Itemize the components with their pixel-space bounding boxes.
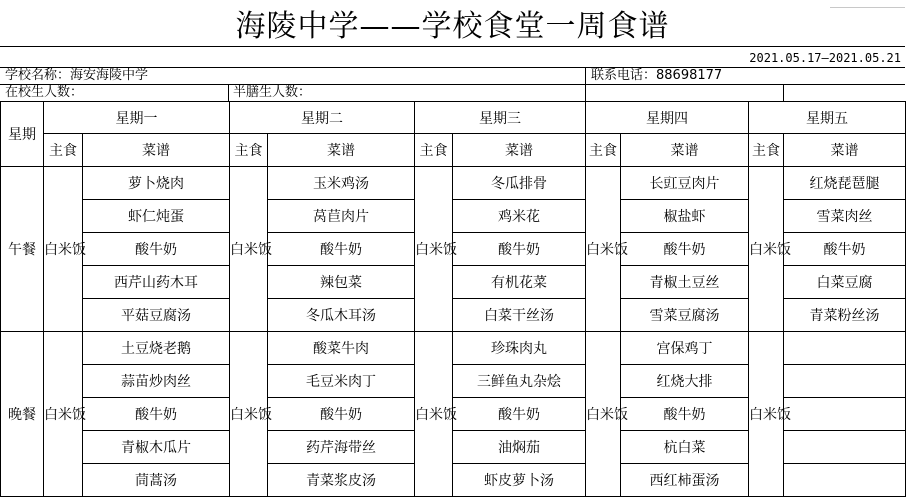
staple-cell-friday[interactable]: 白米饭 <box>749 332 784 497</box>
day-header-monday[interactable]: 星期一 <box>44 102 230 134</box>
dish-cell-friday[interactable] <box>784 398 906 431</box>
dish-cell-friday[interactable]: 白菜豆腐 <box>784 266 906 299</box>
day-header-tuesday[interactable]: 星期二 <box>230 102 415 134</box>
dishes-header[interactable]: 菜谱 <box>83 134 230 167</box>
dish-cell-monday[interactable]: 茼蒿汤 <box>83 464 230 497</box>
grid-line <box>0 46 905 47</box>
dish-cell-thursday[interactable]: 雪菜豆腐汤 <box>621 299 749 332</box>
dish-cell-thursday[interactable]: 杭白菜 <box>621 431 749 464</box>
dish-cell-wednesday[interactable]: 酸牛奶 <box>453 233 586 266</box>
page-title[interactable]: 海陵中学——学校食堂一周食谱 <box>235 9 670 44</box>
staple-cell-wednesday[interactable]: 白米饭 <box>415 332 453 497</box>
dish-cell-monday[interactable]: 酸牛奶 <box>83 398 230 431</box>
week-header-cell[interactable]: 星期 <box>1 102 44 167</box>
staple-cell-wednesday[interactable]: 白米饭 <box>415 167 453 332</box>
dishes-header[interactable]: 菜谱 <box>784 134 906 167</box>
staple-cell-thursday[interactable]: 白米饭 <box>586 167 621 332</box>
meal-label-cell[interactable]: 午餐 <box>1 167 44 332</box>
dish-cell-thursday[interactable]: 西红柿蛋汤 <box>621 464 749 497</box>
grid-line <box>228 84 229 101</box>
table-row <box>1 332 906 365</box>
dish-cell-thursday[interactable]: 青椒土豆丝 <box>621 266 749 299</box>
dish-cell-tuesday[interactable]: 酸牛奶 <box>268 233 415 266</box>
staple-cell-tuesday[interactable]: 白米饭 <box>230 167 268 332</box>
weekly-menu-table <box>0 101 906 497</box>
staple-cell-thursday[interactable]: 白米饭 <box>586 332 621 497</box>
school-name[interactable]: 学校名称：海安海陵中学 <box>5 68 149 83</box>
half-meal-count-label[interactable]: 半膳生人数： <box>233 85 312 100</box>
dishes-header[interactable]: 菜谱 <box>621 134 749 167</box>
dish-cell-tuesday[interactable]: 酸牛奶 <box>268 398 415 431</box>
dishes-header[interactable]: 菜谱 <box>268 134 415 167</box>
dish-cell-friday[interactable]: 红烧琵琶腿 <box>784 167 906 200</box>
day-header-friday[interactable]: 星期五 <box>749 102 906 134</box>
table-row <box>1 167 906 200</box>
dish-cell-tuesday[interactable]: 玉米鸡汤 <box>268 167 415 200</box>
dish-cell-thursday[interactable]: 椒盐虾 <box>621 200 749 233</box>
dish-cell-monday[interactable]: 土豆烧老鹅 <box>83 332 230 365</box>
staple-cell-monday[interactable]: 白米饭 <box>44 332 83 497</box>
dish-cell-monday[interactable]: 萝卜烧肉 <box>83 167 230 200</box>
grid-line <box>0 84 905 85</box>
dish-cell-monday[interactable]: 青椒木瓜片 <box>83 431 230 464</box>
dish-cell-tuesday[interactable]: 辣包菜 <box>268 266 415 299</box>
dish-cell-monday[interactable]: 西芹山药木耳 <box>83 266 230 299</box>
staple-cell-friday[interactable]: 白米饭 <box>749 167 784 332</box>
dish-cell-thursday[interactable]: 长豇豆肉片 <box>621 167 749 200</box>
staple-header[interactable]: 主食 <box>44 134 83 167</box>
staple-header[interactable]: 主食 <box>415 134 453 167</box>
dish-cell-friday[interactable] <box>784 431 906 464</box>
staple-header[interactable]: 主食 <box>230 134 268 167</box>
dish-cell-tuesday[interactable]: 药芹海带丝 <box>268 431 415 464</box>
dish-cell-friday[interactable] <box>784 332 906 365</box>
dish-cell-wednesday[interactable]: 珍珠肉丸 <box>453 332 586 365</box>
staple-cell-tuesday[interactable]: 白米饭 <box>230 332 268 497</box>
dish-cell-monday[interactable]: 蒜苗炒肉丝 <box>83 365 230 398</box>
dish-cell-friday[interactable]: 雪菜肉丝 <box>784 200 906 233</box>
dish-cell-tuesday[interactable]: 莴苣肉片 <box>268 200 415 233</box>
dish-cell-thursday[interactable]: 红烧大排 <box>621 365 749 398</box>
dishes-header[interactable]: 菜谱 <box>453 134 586 167</box>
grid-line <box>830 7 905 8</box>
dish-cell-wednesday[interactable]: 油焖茄 <box>453 431 586 464</box>
dish-cell-wednesday[interactable]: 虾皮萝卜汤 <box>453 464 586 497</box>
dish-cell-tuesday[interactable]: 冬瓜木耳汤 <box>268 299 415 332</box>
dish-cell-monday[interactable]: 平菇豆腐汤 <box>83 299 230 332</box>
day-header-thursday[interactable]: 星期四 <box>586 102 749 134</box>
staple-cell-monday[interactable]: 白米饭 <box>44 167 83 332</box>
dish-cell-wednesday[interactable]: 冬瓜排骨 <box>453 167 586 200</box>
meal-label-cell[interactable]: 晚餐 <box>1 332 44 497</box>
student-count-label[interactable]: 在校生人数： <box>5 85 84 100</box>
dish-cell-wednesday[interactable]: 鸡米花 <box>453 200 586 233</box>
dish-cell-friday[interactable]: 酸牛奶 <box>784 233 906 266</box>
day-header-wednesday[interactable]: 星期三 <box>415 102 586 134</box>
phone-number[interactable]: 联系电话：88698177 <box>591 68 723 83</box>
dish-cell-wednesday[interactable]: 白菜干丝汤 <box>453 299 586 332</box>
staple-header[interactable]: 主食 <box>749 134 784 167</box>
dish-cell-tuesday[interactable]: 酸菜牛肉 <box>268 332 415 365</box>
dish-cell-thursday[interactable]: 酸牛奶 <box>621 233 749 266</box>
dish-cell-thursday[interactable]: 宫保鸡丁 <box>621 332 749 365</box>
dish-cell-tuesday[interactable]: 毛豆米肉丁 <box>268 365 415 398</box>
dish-cell-friday[interactable] <box>784 464 906 497</box>
dish-cell-tuesday[interactable]: 青菜浆皮汤 <box>268 464 415 497</box>
dish-cell-wednesday[interactable]: 酸牛奶 <box>453 398 586 431</box>
staple-header[interactable]: 主食 <box>586 134 621 167</box>
dish-cell-friday[interactable] <box>784 365 906 398</box>
dish-cell-monday[interactable]: 虾仁炖蛋 <box>83 200 230 233</box>
dish-cell-thursday[interactable]: 酸牛奶 <box>621 398 749 431</box>
dish-cell-friday[interactable]: 青菜粉丝汤 <box>784 299 906 332</box>
date-range[interactable]: 2021.05.17—2021.05.21 <box>749 51 901 65</box>
dish-cell-wednesday[interactable]: 三鲜鱼丸杂烩 <box>453 365 586 398</box>
dish-cell-wednesday[interactable]: 有机花菜 <box>453 266 586 299</box>
grid-line <box>783 84 784 101</box>
dish-cell-monday[interactable]: 酸牛奶 <box>83 233 230 266</box>
